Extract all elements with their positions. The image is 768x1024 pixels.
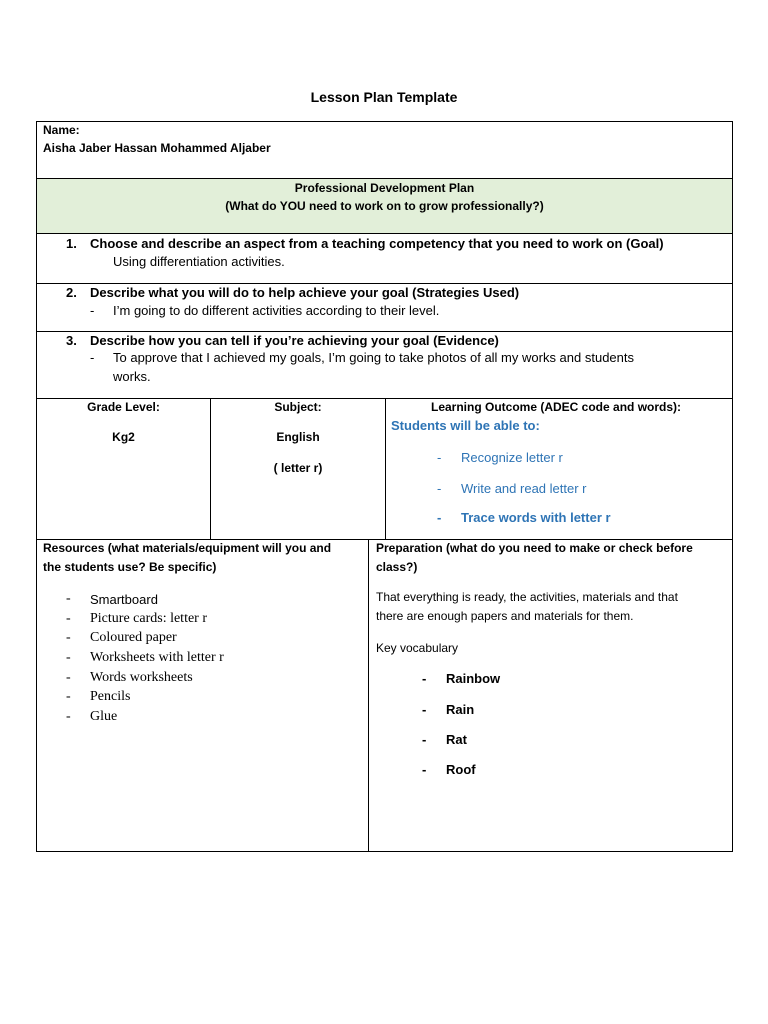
vocab-bullet: -	[422, 702, 427, 717]
resource-bullet: -	[66, 591, 71, 606]
vocab-item: Rainbow	[446, 671, 501, 686]
subject-detail: ( letter r)	[273, 461, 323, 475]
preparation-text-line-2: there are enough papers and materials for them.	[376, 609, 634, 623]
outcome-intro: Students will be able to:	[391, 418, 540, 433]
q1-number: 1.	[66, 236, 77, 251]
vocab-item: Rat	[446, 732, 467, 747]
q1-answer: Using differentiation activities.	[113, 254, 285, 269]
outcome-item: Trace words with letter r	[461, 510, 611, 525]
outcome-bullet: -	[437, 510, 442, 525]
preparation-label-line-2: class?)	[376, 560, 418, 574]
page-title: Lesson Plan Template	[310, 89, 458, 105]
resource-item: Pencils	[90, 689, 131, 704]
outcome-bullet: -	[437, 450, 442, 465]
resource-bullet: -	[66, 709, 71, 724]
q3-bullet: -	[90, 350, 95, 365]
grade-value: Kg2	[112, 430, 135, 444]
q2-number: 2.	[66, 285, 77, 300]
question-3-row	[36, 331, 733, 399]
q3-number: 3.	[66, 333, 77, 348]
q2-bullet: -	[90, 303, 95, 318]
q1-text: Choose and describe an aspect from a teaching competency that you need to work on (Goal)	[90, 236, 664, 251]
vocab-bullet: -	[422, 762, 427, 777]
vocab-bullet: -	[422, 671, 427, 686]
q3-text: Describe how you can tell if you’re achieving your goal (Evidence)	[90, 333, 499, 348]
resource-item: Glue	[90, 709, 118, 724]
pd-header-row	[36, 178, 733, 234]
vocab-item: Rain	[446, 702, 475, 717]
lesson-info-row	[36, 398, 733, 540]
resources-label-line-1: Resources (what materials/equipment will you and	[43, 541, 332, 555]
resource-bullet: -	[66, 650, 71, 665]
grade-label: Grade Level:	[87, 400, 160, 414]
name-label: Name:	[43, 123, 80, 137]
q2-answer: I’m going to do different activities according to their level.	[113, 303, 440, 318]
question-2-row	[36, 283, 733, 332]
q2-text: Describe what you will do to help achieve your goal (Strategies Used)	[90, 285, 520, 300]
pd-title: Professional Development Plan	[294, 181, 475, 195]
question-1-row	[36, 233, 733, 284]
outcome-item: Write and read letter r	[461, 481, 587, 496]
name-row	[36, 121, 733, 179]
subject-label: Subject:	[274, 400, 322, 414]
resource-bullet: -	[66, 689, 71, 704]
name-value: Aisha Jaber Hassan Mohammed Aljaber	[43, 141, 271, 155]
resource-bullet: -	[66, 630, 71, 645]
divider	[368, 540, 369, 851]
outcome-bullet: -	[437, 481, 442, 496]
resource-bullet: -	[66, 611, 71, 626]
resource-item: Coloured paper	[90, 630, 177, 645]
preparation-label-line-1: Preparation (what do you need to make or check before	[376, 541, 693, 555]
preparation-text-line-1: That everything is ready, the activities, materials and that	[376, 590, 678, 604]
resource-item: Worksheets with letter r	[90, 650, 224, 665]
vocab-bullet: -	[422, 732, 427, 747]
resources-preparation-row	[36, 539, 733, 852]
divider	[385, 399, 386, 540]
q3-answer-line-2: works.	[113, 369, 151, 384]
vocab-item: Roof	[446, 762, 476, 777]
outcome-item: Recognize letter r	[461, 450, 563, 465]
resource-bullet: -	[66, 670, 71, 685]
outcome-label: Learning Outcome (ADEC code and words):	[431, 400, 682, 414]
resource-item: Picture cards: letter r	[90, 611, 208, 626]
resource-item: Words worksheets	[90, 670, 193, 685]
q3-answer-line-1: To approve that I achieved my goals, I’m going to take photos of all my works and students	[113, 350, 635, 365]
vocabulary-label: Key vocabulary	[376, 641, 459, 655]
pd-subtitle: (What do YOU need to work on to grow professionally?)	[225, 199, 544, 213]
resources-label-line-2: the students use? Be specific)	[43, 560, 217, 574]
subject-value: English	[276, 430, 320, 444]
resource-item: Smartboard	[90, 592, 158, 607]
